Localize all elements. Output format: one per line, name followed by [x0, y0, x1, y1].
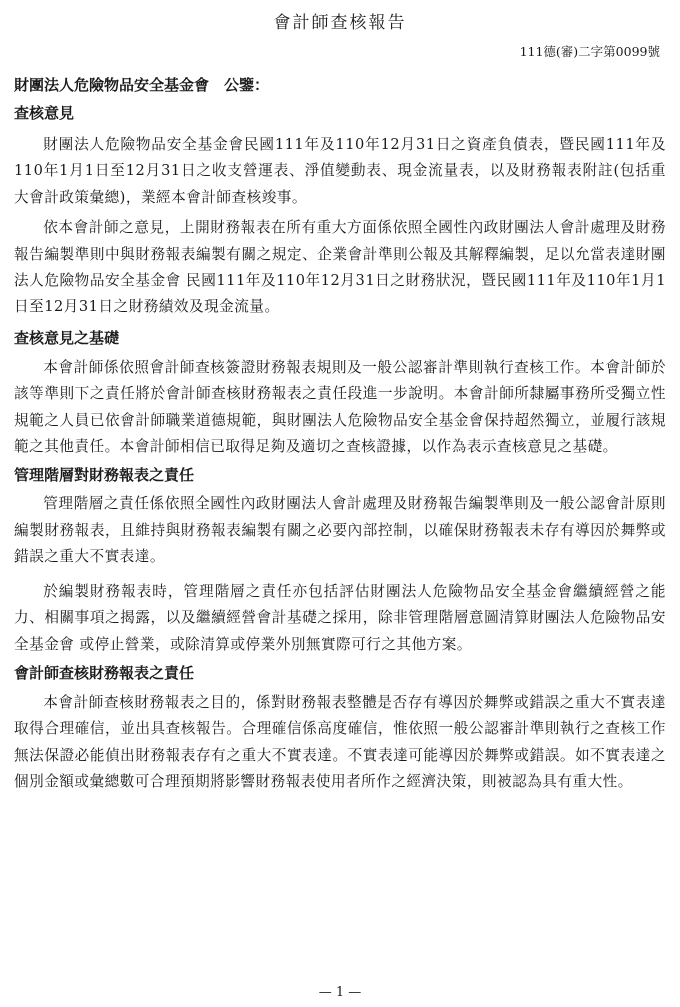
section-heading-management-responsibility: 管理階層對財務報表之責任: [14, 466, 195, 485]
section-heading-auditor-responsibility: 會計師查核財務報表之責任: [14, 663, 195, 682]
document-number: 111德(審)二字第0099號: [519, 44, 660, 59]
section-heading-basis-for-opinion: 查核意見之基礎: [14, 328, 120, 347]
section-heading-audit-opinion: 查核意見: [14, 104, 75, 122]
addressee: 財團法人危險物品安全基金會 公鑒：: [14, 76, 270, 94]
paragraph: 本會計師查核財務報表之目的，係對財務報表整體是否存有導因於舞弊或錯誤之重大不實表達取得合理確信，並出具查核報告。合理確信係高度確信，惟依照一般公認審計準則執行之查核工作無法保證必能偵出財務報表存有之重大不實表達。不實表達可能導因於舞弊或錯誤。如不實表達之個別金額或彙總數可合理預期將影響財務報表使用者所作之經濟決策，則被認為具有重大性。: [14, 693, 666, 791]
paragraph: 管理階層之責任係依照全國性內政財團法人會計處理及財務報告編製準則及一般公認會計原則編製財務報表，且維持與財務報表編製有關之必要內部控制，以確保財務報表未存有導因於舞弊或錯誤之重大不實表達。: [14, 495, 666, 566]
paragraph: 財團法人危險物品安全基金會民國111年及110年12月31日之資產負債表，暨民國111年及110年1月1日至12月31日之收支營運表、淨值變動表、現金流量表，以及財務報表附註(包括重大會計政策彙總)，業經本會計師查核竣事。: [14, 136, 666, 206]
paragraph: 於編製財務報表時，管理階層之責任亦包括評估財團法人危險物品安全基金會繼續經營之能力、相關事項之揭露，以及繼續經營會計基礎之採用，除非管理階層意圖清算財團法人危險物品安全基金會 或停止營業，或除清算或停業外別無實際可行之其他方案。: [14, 582, 666, 653]
paragraph: 本會計師係依照會計師查核簽證財務報表規則及一般公認審計準則執行查核工作。本會計師於該等準則下之責任將於會計師查核財務報表之責任段進一步說明。本會計師所隸屬事務所受獨立性規範之人員已依會計師職業道德規範，與財團法人危險物品安全基金會保持超然獨立，並履行該規範之其他責任。本會計師相信已取得足夠及適切之查核證據，以作為表示查核意見之基礎。: [14, 358, 666, 456]
paragraph: 依本會計師之意見，上開財務報表在所有重大方面係依照全國性內政財團法人會計處理及財務報告編製準則中與財務報表編製有關之規定、企業會計準則公報及其解釋編製，足以允當表達財團法人危險物品安全基金會 民國111年及110年12月31日之財務狀況，暨民國111年及110年1月1日至12月31日之財務績效及現金流量。: [14, 219, 666, 316]
report-body: [14, 100, 666, 796]
page-number: — 1 —: [318, 985, 362, 1000]
report-title: 會計師查核報告: [273, 13, 407, 33]
